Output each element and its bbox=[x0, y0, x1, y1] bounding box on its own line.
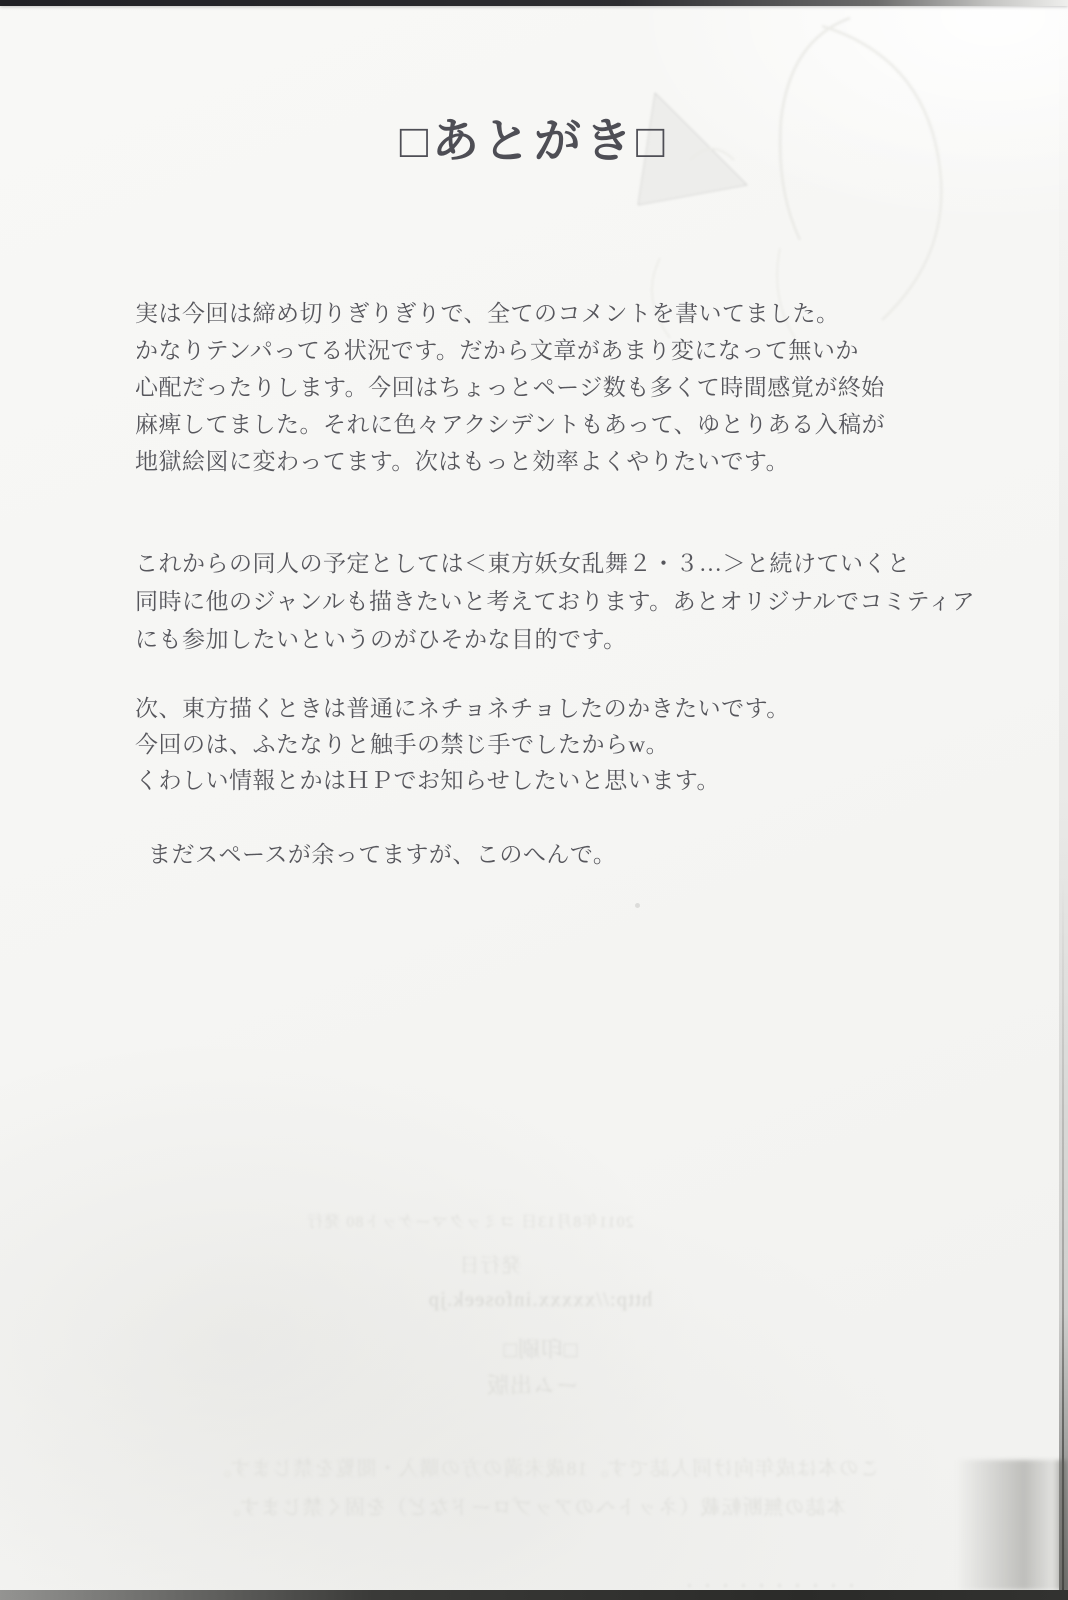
bleedthrough-text-line: 2011年8月13日 コミックマーケット80 発行 bbox=[306, 1214, 634, 1231]
text-line: 実は今回は締め切りぎりぎりで、全てのコメントを書いてました。 bbox=[135, 301, 840, 326]
paragraph-next-works bbox=[135, 691, 1035, 799]
text-line: これからの同人の予定としては＜東方妖女乱舞２・３…＞と続けていくと bbox=[135, 551, 911, 576]
page-title: □あとがき□ bbox=[399, 116, 669, 168]
bleedthrough-text-line: ーム出版 bbox=[486, 1373, 579, 1398]
text-line: くわしい情報とかはＨＰでお知らせしたいと思います。 bbox=[135, 768, 720, 793]
bleedthrough-text-line: 本誌の無断転載（ネットへのアップロードなど）を固く禁じます。 bbox=[219, 1497, 847, 1519]
paragraph-deadline bbox=[135, 295, 1035, 480]
text-line: 麻痺してました。それに色々アクシデントもあって、ゆとりある入稿が bbox=[135, 412, 886, 437]
text-line: かなりテンパってる状況です。だから文章があまり変になって無いか bbox=[135, 338, 859, 363]
text-line: にも参加したいというのがひそかな目的です。 bbox=[135, 627, 627, 652]
bleedthrough-text-line: この本は成年向け同人誌です。18歳未満の方の購入・閲覧を禁じます。 bbox=[210, 1458, 880, 1480]
text-line: 同時に他のジャンルも描きたいと考えております。あとオリジナルでコミティア bbox=[135, 589, 976, 614]
text-line: 次、東方描くときは普通にネチョネチョしたのかきたいです。 bbox=[135, 696, 790, 721]
paragraph-future-plans bbox=[135, 545, 1035, 659]
text-line: まだスペースが余ってますが、このへんで。 bbox=[148, 842, 617, 867]
bleedthrough-text-line: □印刷□ bbox=[502, 1337, 578, 1362]
text-line: 今回のは、ふたなりと触手の禁じ手でしたからw。 bbox=[135, 732, 670, 757]
scan-corner-shadow bbox=[956, 1460, 1066, 1590]
bleedthrough-text-line: ・・・・・・・・・・ bbox=[680, 1577, 860, 1596]
text-line: 心配だったりします。今回はちょっとページ数も多くて時間感覚が終始 bbox=[135, 375, 885, 400]
text-line: 地獄絵図に変わってます。次はもっと効率よくやりたいです。 bbox=[135, 449, 790, 474]
scan-edge-top bbox=[0, 0, 1068, 6]
bleedthrough-text-line: http://xxxxx.infoseek.jp bbox=[427, 1287, 653, 1311]
scan-speck bbox=[635, 903, 640, 908]
bleedthrough-text-line: 発行日 bbox=[458, 1255, 522, 1277]
paragraph-closing bbox=[148, 836, 1048, 873]
